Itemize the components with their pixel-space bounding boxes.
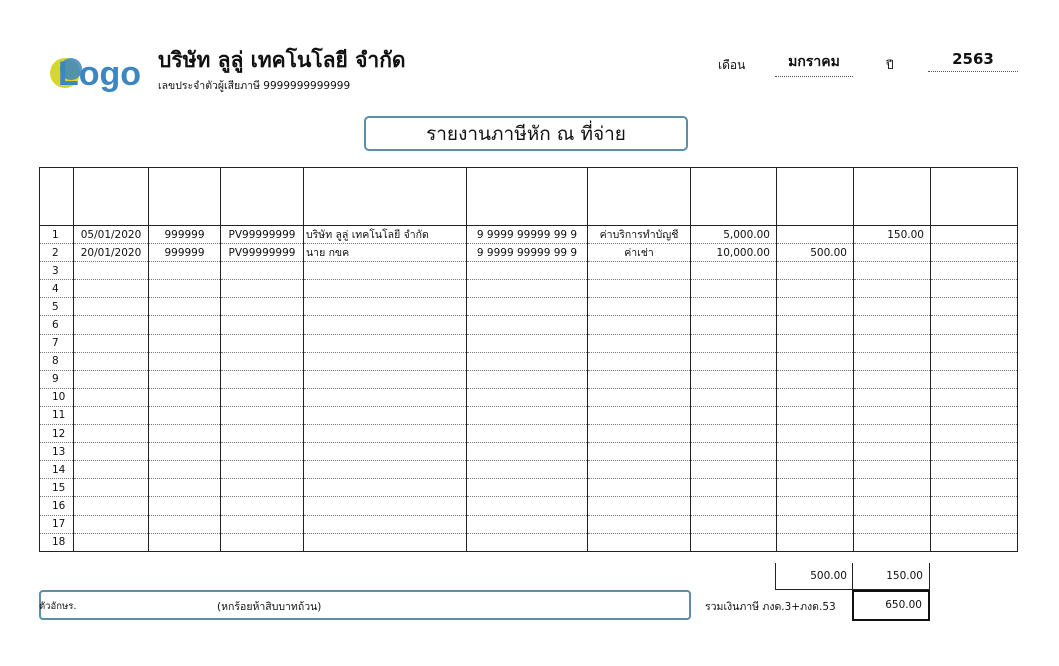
row-number-cell: 3 [40, 262, 74, 280]
voucher-no-cell: PV99999999 [221, 226, 304, 244]
payee-tax-id-cell [467, 298, 588, 316]
tax-pnd3-cell [777, 515, 854, 533]
amount-cell [691, 479, 777, 497]
income-type-cell [588, 515, 691, 533]
note-cell [931, 443, 1018, 461]
tax-pnd3-cell [777, 352, 854, 370]
doc-ref-cell [149, 461, 221, 479]
payee-tax-id-cell [467, 479, 588, 497]
tax-pnd3-cell: 500.00 [777, 244, 854, 262]
amount-cell [691, 533, 777, 551]
tax-pnd3-cell [777, 479, 854, 497]
table-row [40, 388, 1018, 406]
table-row [40, 533, 1018, 551]
table-row [40, 352, 1018, 370]
income-type-cell [588, 388, 691, 406]
payee-name-cell [304, 316, 467, 334]
doc-date-cell [74, 461, 149, 479]
tax-pnd53-cell [854, 244, 931, 262]
table-row [40, 244, 1018, 262]
amount-cell [691, 370, 777, 388]
payee-name-cell [304, 280, 467, 298]
voucher-no-cell [221, 425, 304, 443]
table-row [40, 262, 1018, 280]
payee-tax-id-cell: 9 9999 99999 99 9 [467, 244, 588, 262]
row-number-cell: 15 [40, 479, 74, 497]
amount-cell: 5,000.00 [691, 226, 777, 244]
table-row [40, 479, 1018, 497]
tax-pnd53-cell [854, 497, 931, 515]
tax-pnd3-cell [777, 443, 854, 461]
doc-ref-cell [149, 497, 221, 515]
row-number-cell: 6 [40, 316, 74, 334]
tax-pnd53-cell [854, 533, 931, 551]
subtotal-pnd3: 500.00 [775, 563, 853, 590]
note-cell [931, 370, 1018, 388]
tax-pnd3-cell [777, 316, 854, 334]
payee-tax-id-cell [467, 262, 588, 280]
payee-name-cell [304, 352, 467, 370]
amount-cell [691, 388, 777, 406]
doc-ref-cell [149, 352, 221, 370]
tax-pnd3-cell [777, 370, 854, 388]
payee-tax-id-cell [467, 515, 588, 533]
month-value: มกราคม [775, 51, 853, 77]
doc-ref-cell: 999999 [149, 244, 221, 262]
note-cell [931, 406, 1018, 424]
tax-pnd53-cell [854, 479, 931, 497]
income-type-cell: ค่าบริการทำบัญชี [588, 226, 691, 244]
payee-name-cell [304, 388, 467, 406]
payee-name-cell [304, 425, 467, 443]
tax-pnd53-cell [854, 388, 931, 406]
report-title-text: รายงานภาษีหัก ณ ที่จ่าย [426, 122, 626, 145]
voucher-no-cell [221, 515, 304, 533]
doc-date-cell [74, 334, 149, 352]
table-row [40, 443, 1018, 461]
voucher-no-cell [221, 443, 304, 461]
table-row [40, 406, 1018, 424]
income-type-cell [588, 262, 691, 280]
tax-pnd3-cell [777, 461, 854, 479]
doc-ref-cell [149, 262, 221, 280]
tax-id: เลขประจำตัวผู้เสียภาษี 9999999999999 [158, 80, 351, 92]
payee-name-cell: บริษัท ลูลู่ เทคโนโลยี จำกัด [304, 226, 467, 244]
tax-pnd53-cell [854, 352, 931, 370]
doc-ref-cell [149, 425, 221, 443]
tax-pnd3-cell [777, 425, 854, 443]
amount-in-words-label: ตัวอักษร. [39, 601, 77, 612]
voucher-no-cell [221, 352, 304, 370]
amount-cell [691, 461, 777, 479]
table-row [40, 334, 1018, 352]
note-cell [931, 461, 1018, 479]
row-number-cell: 11 [40, 406, 74, 424]
voucher-no-cell [221, 334, 304, 352]
tax-pnd53-cell [854, 316, 931, 334]
doc-date-cell [74, 316, 149, 334]
voucher-no-cell [221, 406, 304, 424]
tax-pnd53-cell [854, 370, 931, 388]
doc-ref-cell [149, 334, 221, 352]
tax-pnd3-cell [777, 497, 854, 515]
income-type-cell [588, 443, 691, 461]
tax-pnd3-cell [777, 334, 854, 352]
table-row [40, 515, 1018, 533]
voucher-no-cell [221, 280, 304, 298]
doc-date-cell: 05/01/2020 [74, 226, 149, 244]
year-value: 2563 [928, 50, 1018, 72]
note-cell [931, 298, 1018, 316]
doc-date-cell: 20/01/2020 [74, 244, 149, 262]
payee-tax-id-cell [467, 352, 588, 370]
tax-pnd53-cell [854, 334, 931, 352]
note-cell [931, 497, 1018, 515]
payee-tax-id-cell [467, 316, 588, 334]
income-type-cell [588, 533, 691, 551]
voucher-no-cell [221, 533, 304, 551]
payee-tax-id-cell [467, 461, 588, 479]
month-label: เดือน [718, 58, 746, 72]
tax-pnd3-cell [777, 280, 854, 298]
voucher-no-cell [221, 298, 304, 316]
year-label: ปี [886, 58, 894, 72]
payee-name-cell [304, 461, 467, 479]
voucher-no-cell [221, 497, 304, 515]
amount-cell [691, 262, 777, 280]
table-row [40, 316, 1018, 334]
doc-ref-cell [149, 280, 221, 298]
table-row [40, 461, 1018, 479]
row-number-cell: 16 [40, 497, 74, 515]
table-row [40, 370, 1018, 388]
doc-date-cell [74, 515, 149, 533]
income-type-cell [588, 461, 691, 479]
doc-date-cell [74, 479, 149, 497]
doc-date-cell [74, 406, 149, 424]
payee-tax-id-cell [467, 334, 588, 352]
doc-date-cell [74, 262, 149, 280]
payee-name-cell [304, 298, 467, 316]
doc-ref-cell [149, 443, 221, 461]
payee-name-cell [304, 479, 467, 497]
total-tax-label: รวมเงินภาษี ภงด.3+ภงด.53 [705, 601, 836, 613]
tax-pnd53-cell [854, 443, 931, 461]
payee-name-cell [304, 515, 467, 533]
note-cell [931, 262, 1018, 280]
amount-cell [691, 515, 777, 533]
payee-tax-id-cell [467, 370, 588, 388]
note-cell [931, 334, 1018, 352]
table-row [40, 226, 1018, 244]
doc-ref-cell [149, 479, 221, 497]
note-cell [931, 352, 1018, 370]
table-row [40, 280, 1018, 298]
payee-name-cell [304, 262, 467, 280]
row-number-cell: 14 [40, 461, 74, 479]
tax-pnd53-cell [854, 262, 931, 280]
payee-tax-id-cell [467, 497, 588, 515]
tax-pnd3-cell [777, 406, 854, 424]
doc-ref-cell [149, 316, 221, 334]
payee-tax-id-cell: 9 9999 99999 99 9 [467, 226, 588, 244]
table-row [40, 425, 1018, 443]
row-number-cell: 2 [40, 244, 74, 262]
voucher-no-cell [221, 479, 304, 497]
income-type-cell [588, 298, 691, 316]
doc-ref-cell [149, 406, 221, 424]
payee-tax-id-cell [467, 388, 588, 406]
doc-ref-cell [149, 370, 221, 388]
income-type-cell [588, 497, 691, 515]
withholding-tax-table [39, 167, 1018, 552]
company-logo [48, 47, 152, 95]
doc-date-cell [74, 280, 149, 298]
doc-date-cell [74, 388, 149, 406]
tax-pnd53-cell [854, 280, 931, 298]
tax-pnd3-cell [777, 533, 854, 551]
payee-name-cell [304, 497, 467, 515]
income-type-cell [588, 352, 691, 370]
row-number-cell: 10 [40, 388, 74, 406]
note-cell [931, 226, 1018, 244]
tax-pnd3-cell [777, 226, 854, 244]
amount-cell [691, 298, 777, 316]
amount-cell [691, 425, 777, 443]
doc-ref-cell [149, 533, 221, 551]
amount-in-words-box [39, 590, 691, 620]
voucher-no-cell [221, 388, 304, 406]
payee-name-cell [304, 406, 467, 424]
doc-ref-cell [149, 515, 221, 533]
voucher-no-cell: PV99999999 [221, 244, 304, 262]
tax-pnd53-cell [854, 461, 931, 479]
table-row [40, 497, 1018, 515]
row-number-cell: 9 [40, 370, 74, 388]
note-cell [931, 388, 1018, 406]
payee-name-cell [304, 334, 467, 352]
amount-cell [691, 334, 777, 352]
company-name: บริษัท ลูลู่ เทคโนโลยี จำกัด [158, 48, 406, 72]
row-number-cell: 1 [40, 226, 74, 244]
note-cell [931, 479, 1018, 497]
amount-cell [691, 406, 777, 424]
income-type-cell [588, 280, 691, 298]
tax-pnd3-cell [777, 388, 854, 406]
income-type-cell [588, 425, 691, 443]
payee-tax-id-cell [467, 425, 588, 443]
tax-pnd53-cell [854, 406, 931, 424]
note-cell [931, 280, 1018, 298]
income-type-cell [588, 334, 691, 352]
income-type-cell [588, 370, 691, 388]
note-cell [931, 244, 1018, 262]
note-cell [931, 515, 1018, 533]
row-number-cell: 4 [40, 280, 74, 298]
payee-name-cell [304, 443, 467, 461]
doc-ref-cell [149, 298, 221, 316]
voucher-no-cell [221, 370, 304, 388]
note-cell [931, 425, 1018, 443]
amount-in-words: (หกร้อยห้าสิบบาทถ้วน) [217, 601, 322, 613]
tax-pnd53-cell [854, 425, 931, 443]
row-number-cell: 18 [40, 533, 74, 551]
row-number-cell: 13 [40, 443, 74, 461]
row-number-cell: 17 [40, 515, 74, 533]
tax-pnd3-cell [777, 262, 854, 280]
amount-cell [691, 280, 777, 298]
doc-date-cell [74, 443, 149, 461]
table-row [40, 298, 1018, 316]
total-tax-value: 650.00 [852, 590, 930, 621]
tax-pnd3-cell [777, 298, 854, 316]
doc-date-cell [74, 370, 149, 388]
note-cell [931, 316, 1018, 334]
payee-tax-id-cell [467, 280, 588, 298]
income-type-cell [588, 316, 691, 334]
row-number-cell: 7 [40, 334, 74, 352]
voucher-no-cell [221, 262, 304, 280]
payee-name-cell: นาย กขค [304, 244, 467, 262]
doc-date-cell [74, 298, 149, 316]
payee-tax-id-cell [467, 443, 588, 461]
row-number-cell: 5 [40, 298, 74, 316]
report-title [364, 116, 688, 151]
payee-tax-id-cell [467, 406, 588, 424]
income-type-cell [588, 406, 691, 424]
table-header-row [40, 168, 1018, 226]
row-number-cell: 8 [40, 352, 74, 370]
doc-date-cell [74, 497, 149, 515]
income-type-cell: ค่าเช่า [588, 244, 691, 262]
voucher-no-cell [221, 461, 304, 479]
voucher-no-cell [221, 316, 304, 334]
doc-ref-cell [149, 388, 221, 406]
subtotal-pnd53: 150.00 [852, 563, 930, 590]
note-cell [931, 533, 1018, 551]
payee-tax-id-cell [467, 533, 588, 551]
payee-name-cell [304, 533, 467, 551]
income-type-cell [588, 479, 691, 497]
amount-cell: 10,000.00 [691, 244, 777, 262]
tax-pnd53-cell: 150.00 [854, 226, 931, 244]
amount-cell [691, 497, 777, 515]
doc-date-cell [74, 425, 149, 443]
tax-pnd53-cell [854, 515, 931, 533]
tax-pnd53-cell [854, 298, 931, 316]
amount-cell [691, 443, 777, 461]
doc-date-cell [74, 533, 149, 551]
doc-date-cell [74, 352, 149, 370]
payee-name-cell [304, 370, 467, 388]
row-number-cell: 12 [40, 425, 74, 443]
amount-cell [691, 316, 777, 334]
logo-text: Logo [58, 55, 142, 93]
amount-cell [691, 352, 777, 370]
doc-ref-cell: 999999 [149, 226, 221, 244]
